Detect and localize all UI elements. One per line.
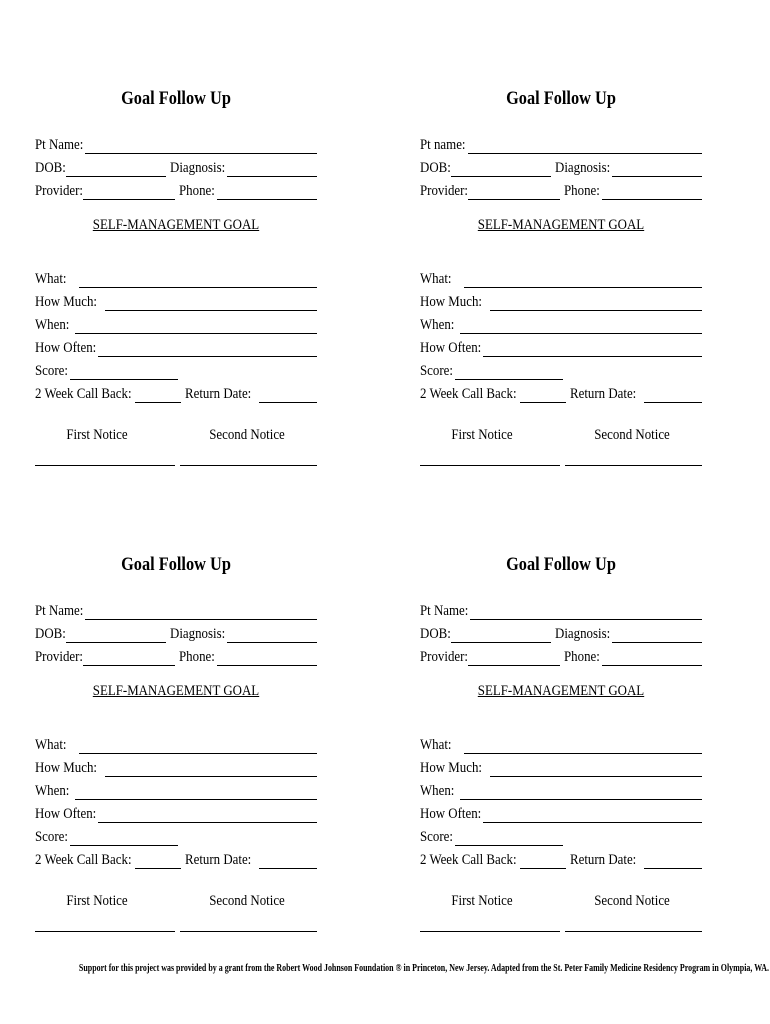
call-back-field[interactable] (135, 387, 181, 403)
how-often-row (420, 335, 702, 357)
what-field[interactable] (464, 738, 702, 754)
how-much-row (420, 755, 702, 777)
how-much-label: How Much: (35, 760, 97, 776)
pt-name-row (420, 598, 702, 620)
pt-name-field[interactable] (85, 604, 317, 620)
return-date-label: Return Date: (570, 386, 637, 402)
phone-field[interactable] (602, 184, 702, 200)
score-row (420, 824, 702, 846)
self-management-goal-heading: SELF-MANAGEMENT GOAL (92, 683, 260, 699)
diagnosis-label: Diagnosis: (170, 626, 226, 642)
dob-field[interactable] (451, 627, 551, 643)
return-date-field[interactable] (644, 387, 702, 403)
card-title: Goal Follow Up (506, 554, 616, 575)
when-label: When: (35, 783, 70, 799)
provider-label: Provider: (420, 183, 469, 199)
dob-label: DOB: (420, 626, 451, 642)
how-often-row (35, 801, 317, 823)
pt-name-row (420, 132, 702, 154)
pt-name-label: Pt Name: (420, 603, 469, 619)
call-back-row (35, 847, 317, 869)
provider-row (420, 644, 702, 666)
what-label: What: (420, 271, 452, 287)
what-label: What: (35, 737, 67, 753)
diagnosis-label: Diagnosis: (555, 626, 611, 642)
phone-field[interactable] (217, 184, 317, 200)
dob-label: DOB: (35, 160, 66, 176)
how-much-row (420, 289, 702, 311)
provider-field[interactable] (83, 650, 175, 666)
what-label: What: (420, 737, 452, 753)
score-field[interactable] (70, 364, 178, 380)
pt-name-field[interactable] (470, 604, 702, 620)
provider-row (35, 178, 317, 200)
phone-label: Phone: (179, 183, 215, 199)
dob-label: DOB: (420, 160, 451, 176)
score-field[interactable] (70, 830, 178, 846)
how-much-row (35, 755, 317, 777)
score-row (420, 358, 702, 380)
second-notice-field[interactable] (180, 465, 317, 466)
call-back-field[interactable] (520, 387, 566, 403)
call-back-row (35, 381, 317, 403)
first-notice-field[interactable] (35, 931, 175, 932)
diagnosis-label: Diagnosis: (170, 160, 226, 176)
call-back-row (420, 381, 702, 403)
first-notice-field[interactable] (35, 465, 175, 466)
pt-name-field[interactable] (468, 138, 702, 154)
provider-field[interactable] (83, 184, 175, 200)
diagnosis-field[interactable] (227, 161, 317, 177)
return-date-label: Return Date: (570, 852, 637, 868)
phone-label: Phone: (179, 649, 215, 665)
how-often-field[interactable] (98, 341, 317, 357)
second-notice-field[interactable] (565, 465, 702, 466)
first-notice-label: First Notice (451, 893, 513, 909)
how-much-row (35, 289, 317, 311)
what-row (35, 266, 317, 288)
self-management-goal-heading: SELF-MANAGEMENT GOAL (477, 683, 645, 699)
return-date-field[interactable] (259, 853, 317, 869)
diagnosis-field[interactable] (612, 627, 702, 643)
first-notice-field[interactable] (420, 465, 560, 466)
dob-row (420, 621, 702, 643)
first-notice-label: First Notice (451, 427, 513, 443)
when-field[interactable] (75, 318, 317, 334)
phone-label: Phone: (564, 649, 600, 665)
score-label: Score: (420, 363, 453, 379)
when-field[interactable] (460, 318, 702, 334)
when-row (420, 312, 702, 334)
what-field[interactable] (79, 738, 317, 754)
what-label: What: (35, 271, 67, 287)
how-often-label: How Often: (35, 806, 97, 822)
self-management-goal-heading: SELF-MANAGEMENT GOAL (477, 217, 645, 233)
pt-name-row (35, 132, 317, 154)
dob-row (35, 155, 317, 177)
diagnosis-field[interactable] (227, 627, 317, 643)
how-often-field[interactable] (98, 807, 317, 823)
return-date-field[interactable] (259, 387, 317, 403)
when-label: When: (420, 317, 455, 333)
footer-note: Support for this project was provided by a grant from the Robert Wood Johnson Foundation ® in Princeton, New Jersey. Adapted from the St. Peter Family Medicine Residency Program in Olympia, WA. (78, 963, 770, 974)
pt-name-label: Pt Name: (35, 603, 84, 619)
when-row (35, 312, 317, 334)
first-notice-field[interactable] (420, 931, 560, 932)
how-often-label: How Often: (420, 340, 482, 356)
score-row (35, 824, 317, 846)
first-notice-label: First Notice (66, 427, 128, 443)
provider-field[interactable] (468, 184, 560, 200)
score-label: Score: (420, 829, 453, 845)
how-often-label: How Often: (420, 806, 482, 822)
provider-label: Provider: (35, 649, 84, 665)
card-title: Goal Follow Up (121, 554, 231, 575)
dob-row (35, 621, 317, 643)
self-management-goal-heading: SELF-MANAGEMENT GOAL (92, 217, 260, 233)
score-field[interactable] (455, 830, 563, 846)
return-date-label: Return Date: (185, 386, 252, 402)
when-label: When: (420, 783, 455, 799)
call-back-row (420, 847, 702, 869)
second-notice-label: Second Notice (209, 427, 285, 443)
how-often-row (35, 335, 317, 357)
when-field[interactable] (75, 784, 317, 800)
pt-name-field[interactable] (85, 138, 317, 154)
how-often-field[interactable] (483, 341, 702, 357)
call-back-field[interactable] (520, 853, 566, 869)
provider-label: Provider: (420, 649, 469, 665)
what-row (420, 266, 702, 288)
what-field[interactable] (464, 272, 702, 288)
dob-field[interactable] (451, 161, 551, 177)
phone-field[interactable] (217, 650, 317, 666)
how-much-label: How Much: (35, 294, 97, 310)
how-often-row (420, 801, 702, 823)
provider-field[interactable] (468, 650, 560, 666)
provider-row (35, 644, 317, 666)
phone-label: Phone: (564, 183, 600, 199)
second-notice-label: Second Notice (594, 893, 670, 909)
pt-name-row (35, 598, 317, 620)
provider-row (420, 178, 702, 200)
call-back-field[interactable] (135, 853, 181, 869)
diagnosis-label: Diagnosis: (555, 160, 611, 176)
score-row (35, 358, 317, 380)
first-notice-label: First Notice (66, 893, 128, 909)
call-back-label: 2 Week Call Back: (420, 852, 517, 868)
call-back-label: 2 Week Call Back: (35, 386, 132, 402)
dob-row (420, 155, 702, 177)
what-row (35, 732, 317, 754)
when-row (35, 778, 317, 800)
how-much-field[interactable] (490, 761, 702, 777)
call-back-label: 2 Week Call Back: (35, 852, 132, 868)
card-title: Goal Follow Up (121, 88, 231, 109)
what-row (420, 732, 702, 754)
when-field[interactable] (460, 784, 702, 800)
score-label: Score: (35, 829, 68, 845)
return-date-label: Return Date: (185, 852, 252, 868)
phone-field[interactable] (602, 650, 702, 666)
second-notice-label: Second Notice (209, 893, 285, 909)
card-title: Goal Follow Up (506, 88, 616, 109)
second-notice-label: Second Notice (594, 427, 670, 443)
how-often-field[interactable] (483, 807, 702, 823)
what-field[interactable] (79, 272, 317, 288)
dob-field[interactable] (66, 627, 166, 643)
pt-name-label: Pt name: (420, 137, 466, 153)
provider-label: Provider: (35, 183, 84, 199)
when-row (420, 778, 702, 800)
diagnosis-field[interactable] (612, 161, 702, 177)
second-notice-field[interactable] (565, 931, 702, 932)
second-notice-field[interactable] (180, 931, 317, 932)
how-much-label: How Much: (420, 760, 482, 776)
score-label: Score: (35, 363, 68, 379)
how-much-field[interactable] (490, 295, 702, 311)
score-field[interactable] (455, 364, 563, 380)
when-label: When: (35, 317, 70, 333)
call-back-label: 2 Week Call Back: (420, 386, 517, 402)
how-much-field[interactable] (105, 761, 317, 777)
how-much-label: How Much: (420, 294, 482, 310)
how-much-field[interactable] (105, 295, 317, 311)
pt-name-label: Pt Name: (35, 137, 84, 153)
return-date-field[interactable] (644, 853, 702, 869)
dob-field[interactable] (66, 161, 166, 177)
how-often-label: How Often: (35, 340, 97, 356)
dob-label: DOB: (35, 626, 66, 642)
